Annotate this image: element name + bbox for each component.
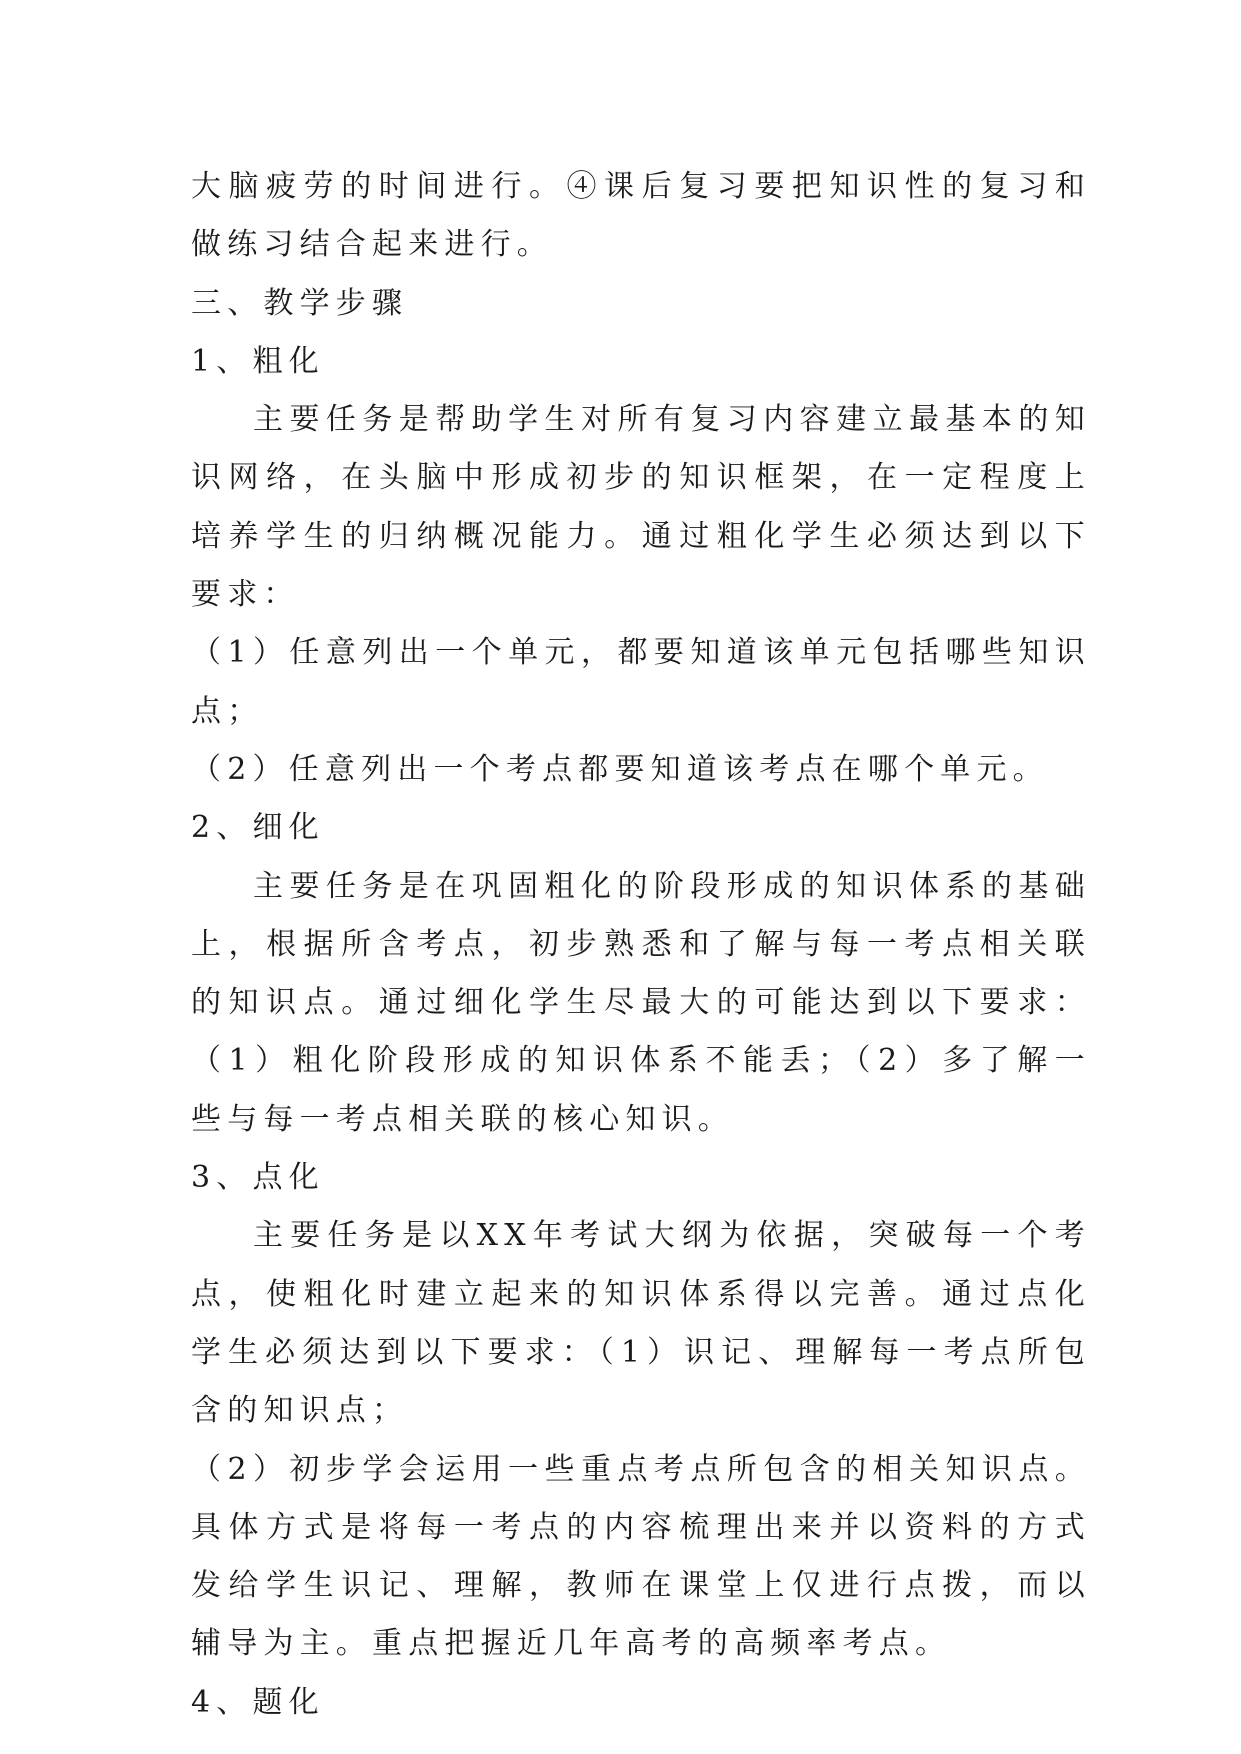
paragraph-coarse-req-2: （2）任意列出一个考点都要知道该考点在哪个单元。 <box>191 751 1049 787</box>
section-heading-teaching-steps: 三、教学步骤 <box>191 285 409 321</box>
paragraph-pinpoint-req-2: （2）初步学会运用一些重点考点所包含的相关知识点。具体方式是将每一考点的内容梳理出来并以资料的方式发给学生识记、理解，教师在课堂上仅进行点拨，而以辅导为主。重点把握近几年高考的高频率考点。 <box>191 1451 1091 1662</box>
subheading-refine: 2、细化 <box>191 810 325 846</box>
paragraph-review-tips-end: 大脑疲劳的时间进行。④课后复习要把知识性的复习和做练习结合起来进行。 <box>191 169 1091 263</box>
document-body <box>191 158 1091 1732</box>
paragraph-coarse-req-1: （1）任意列出一个单元，都要知道该单元包括哪些知识点； <box>191 635 1091 729</box>
paragraph-pinpoint-task: 主要任务是以XX年考试大纲为依据，突破每一个考点，使粗化时建立起来的知识体系得以完善。通过点化学生必须达到以下要求：（1）识记、理解每一考点所包含的知识点； <box>191 1218 1091 1429</box>
paragraph-coarse-task: 主要任务是帮助学生对所有复习内容建立最基本的知识网络，在头脑中形成初步的知识框架，在一定程度上培养学生的归纳概况能力。通过粗化学生必须达到以下要求： <box>191 402 1091 613</box>
subheading-exercise: 4、题化 <box>191 1684 325 1720</box>
paragraph-refine-task: 主要任务是在巩固粗化的阶段形成的知识体系的基础上，根据所含考点，初步熟悉和了解与每一考点相关联的知识点。通过细化学生尽最大的可能达到以下要求：（1）粗化阶段形成的知识体系不能丢；（2）多了解一些与每一考点相关联的核心知识。 <box>191 868 1091 1137</box>
subheading-pinpoint: 3、点化 <box>191 1160 325 1196</box>
subheading-coarse: 1、粗化 <box>191 343 325 379</box>
